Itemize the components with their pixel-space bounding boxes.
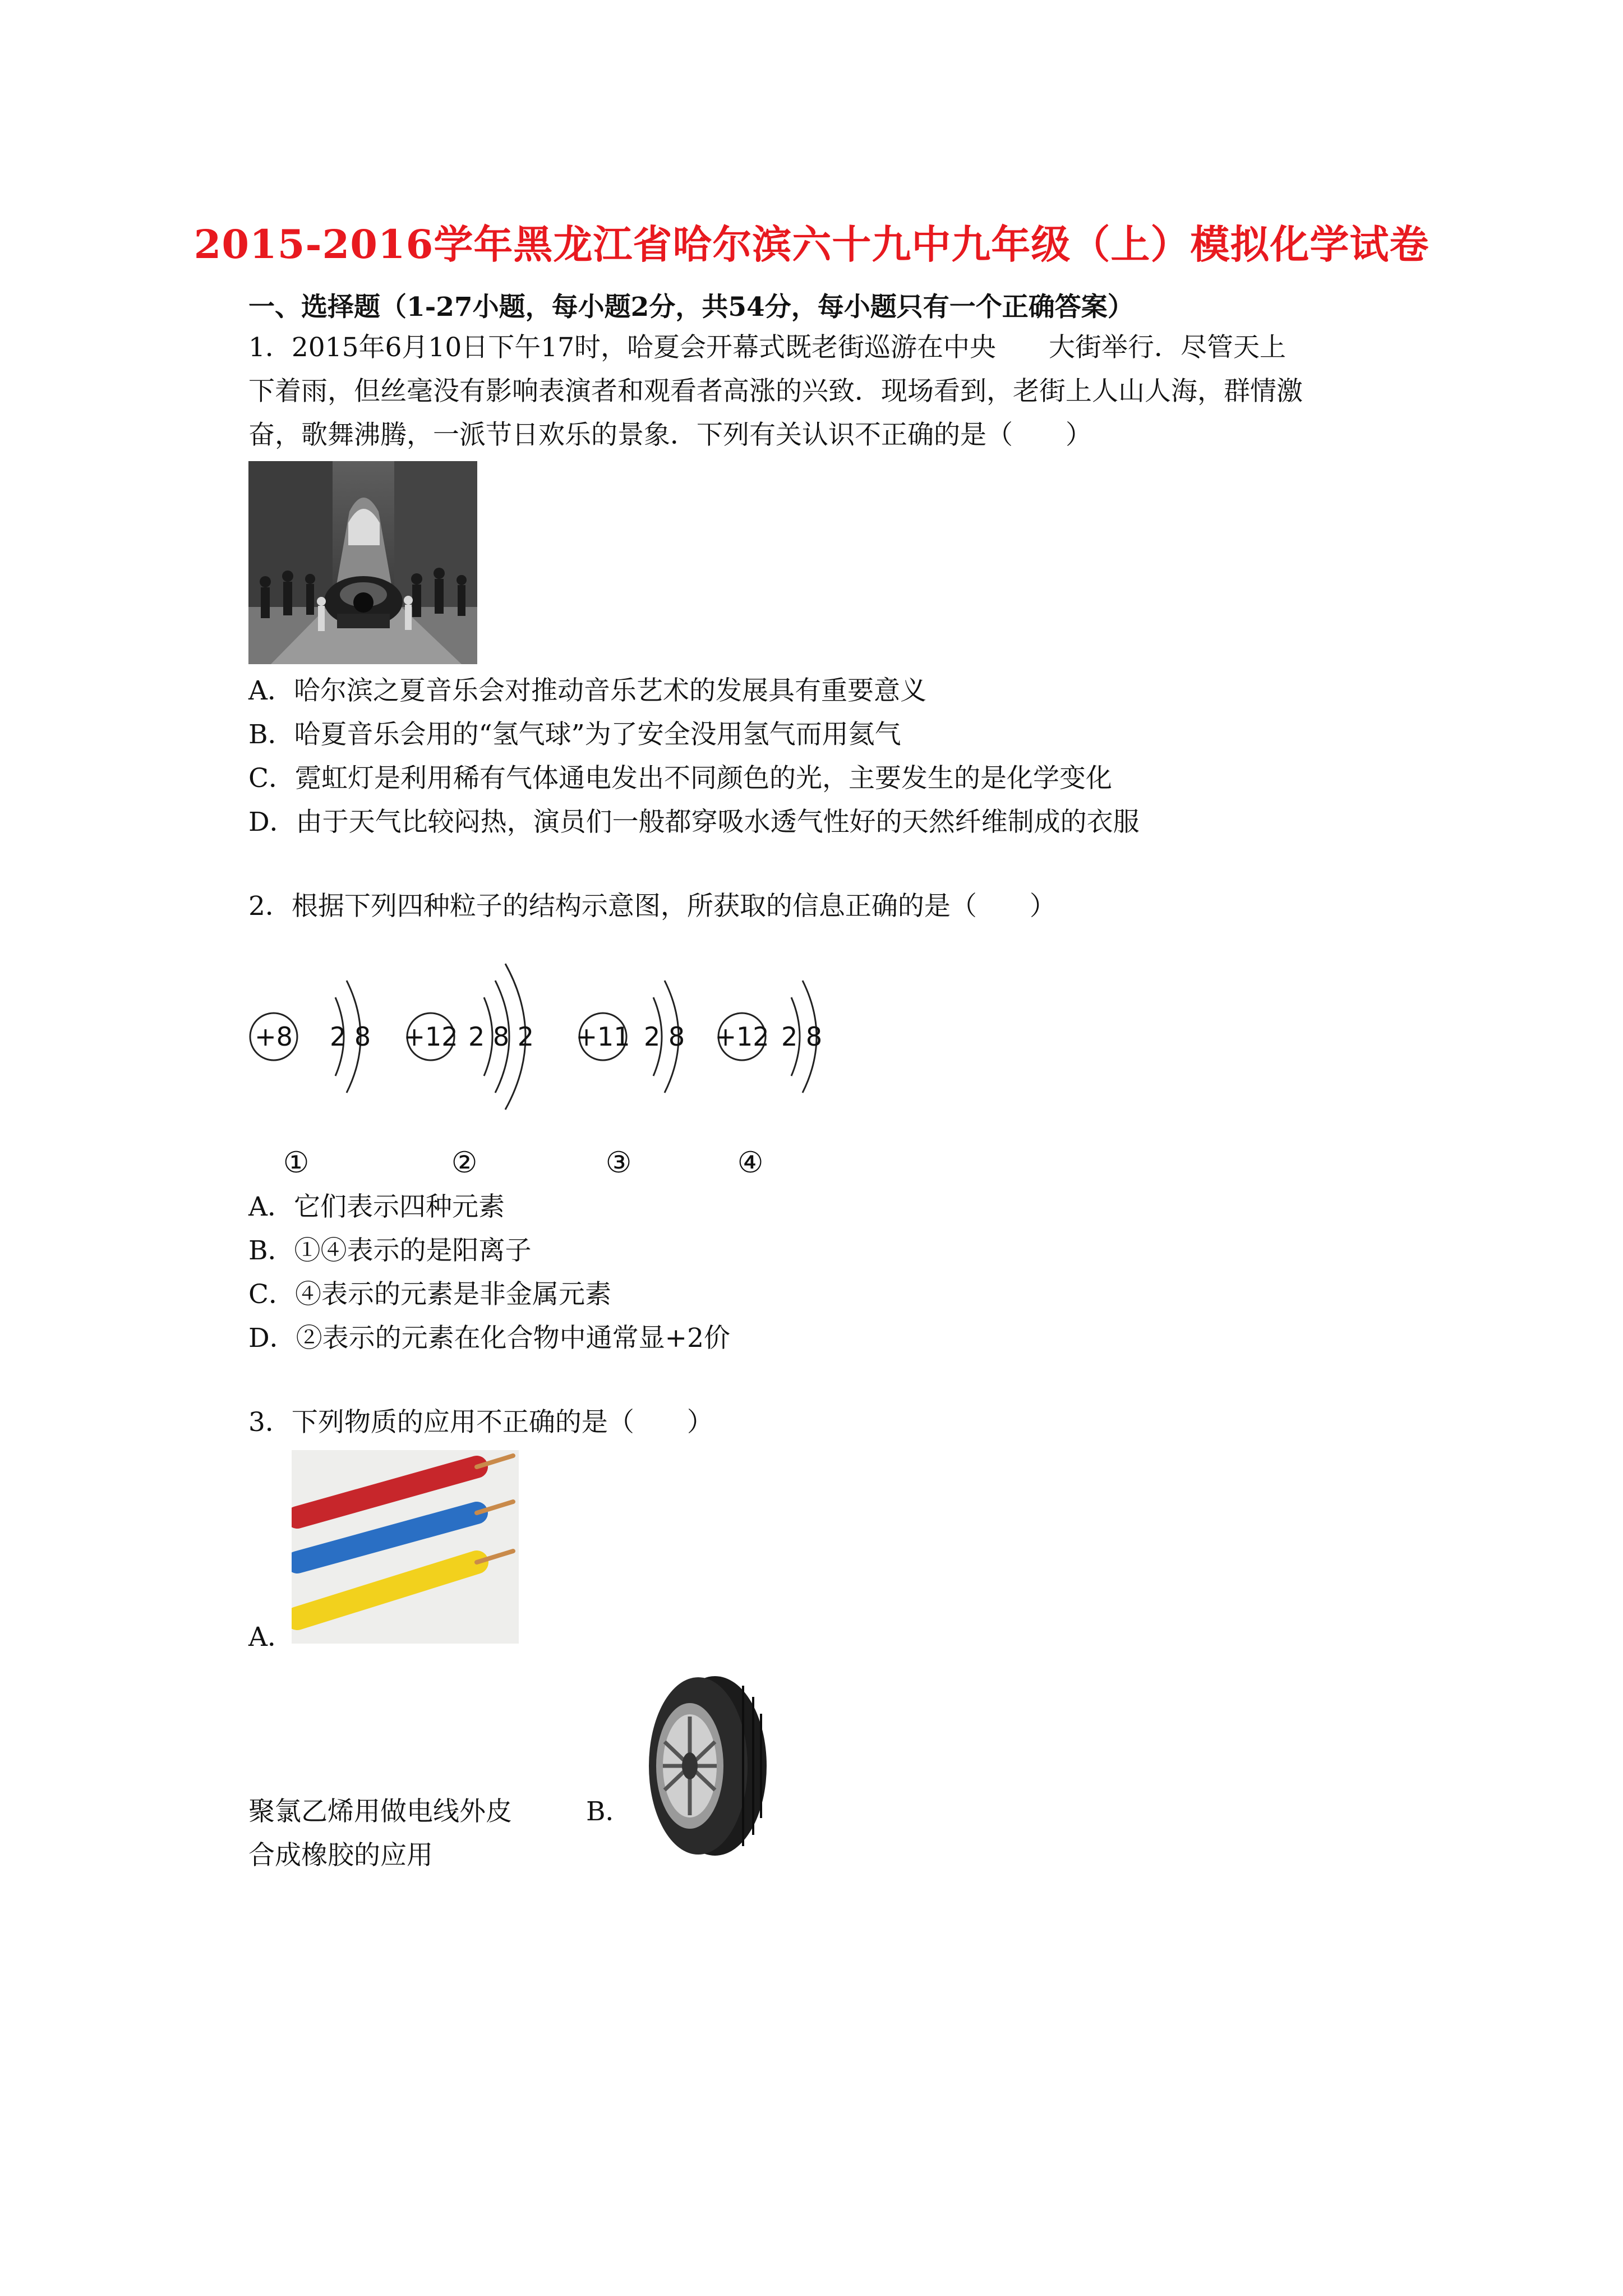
particle-3-label: ③	[605, 1146, 632, 1180]
particle-4-label: ④	[737, 1146, 764, 1180]
parade-photo	[248, 461, 477, 664]
q3-option-a-label: A．	[248, 1622, 294, 1653]
q2-option-b: B．①④表示的是阳离子	[248, 1235, 532, 1266]
particle-4-shells: 2 8	[781, 1022, 823, 1052]
q1-stem-line-2: 下着雨，但丝毫没有影响表演者和观看者高涨的兴致．现场看到，老街上人山人海，群情激	[248, 376, 1303, 407]
q1-option-a: A．哈尔滨之夏音乐会对推动音乐艺术的发展具有重要意义	[248, 675, 926, 706]
particle-1-nucleus: +8	[255, 1022, 293, 1052]
particle-4-nucleus: +12	[714, 1022, 769, 1052]
particle-2-label: ②	[451, 1146, 478, 1180]
particle-1-label: ①	[283, 1146, 310, 1180]
q1-stem-line-1: 1．2015年6月10日下午17时，哈夏会开幕式既老街巡游在中央 大街举行．尽管天上	[248, 332, 1287, 363]
particle-2-shells: 2 8 2	[468, 1022, 534, 1052]
q1-option-c: C．霓虹灯是利用稀有气体通电发出不同颜色的光，主要发生的是化学变化	[248, 763, 1112, 794]
page-title: 2015-2016学年黑龙江省哈尔滨六十九中九年级（上）模拟化学试卷	[193, 221, 1430, 268]
particle-diagrams	[248, 931, 823, 1181]
electric-wires-image	[292, 1450, 519, 1644]
particle-2-nucleus: +12	[403, 1022, 458, 1052]
q2-option-c: C．④表示的元素是非金属元素	[248, 1279, 611, 1310]
tire-image	[642, 1674, 770, 1858]
q3-stem: 3．下列物质的应用不正确的是（ ）	[248, 1407, 713, 1438]
q3-option-b-label: B．	[586, 1796, 632, 1827]
q3-option-b-caption: 合成橡胶的应用	[248, 1840, 433, 1871]
particle-3-nucleus: +11	[575, 1022, 630, 1052]
section-heading: 一、选择题（1-27小题，每小题2分，共54分，每小题只有一个正确答案）	[248, 292, 1134, 323]
q1-option-b: B．哈夏音乐会用的“氢气球”为了安全没用氢气而用氦气	[248, 719, 901, 750]
particle-1-shells: 2 8	[330, 1022, 371, 1052]
q1-stem-line-3: 奋，歌舞沸腾，一派节日欢乐的景象．下列有关认识不正确的是（ ）	[248, 420, 1092, 450]
q2-option-d: D．②表示的元素在化合物中通常显+2价	[248, 1323, 730, 1354]
q2-option-a: A．它们表示四种元素	[248, 1191, 505, 1222]
q3-option-a-caption: 聚氯乙烯用做电线外皮	[248, 1796, 512, 1827]
q2-stem: 2．根据下列四种粒子的结构示意图，所获取的信息正确的是（ ）	[248, 891, 1056, 922]
q1-option-d: D．由于天气比较闷热，演员们一般都穿吸水透气性好的天然纤维制成的衣服	[248, 807, 1140, 838]
particle-3-shells: 2 8	[644, 1022, 685, 1052]
